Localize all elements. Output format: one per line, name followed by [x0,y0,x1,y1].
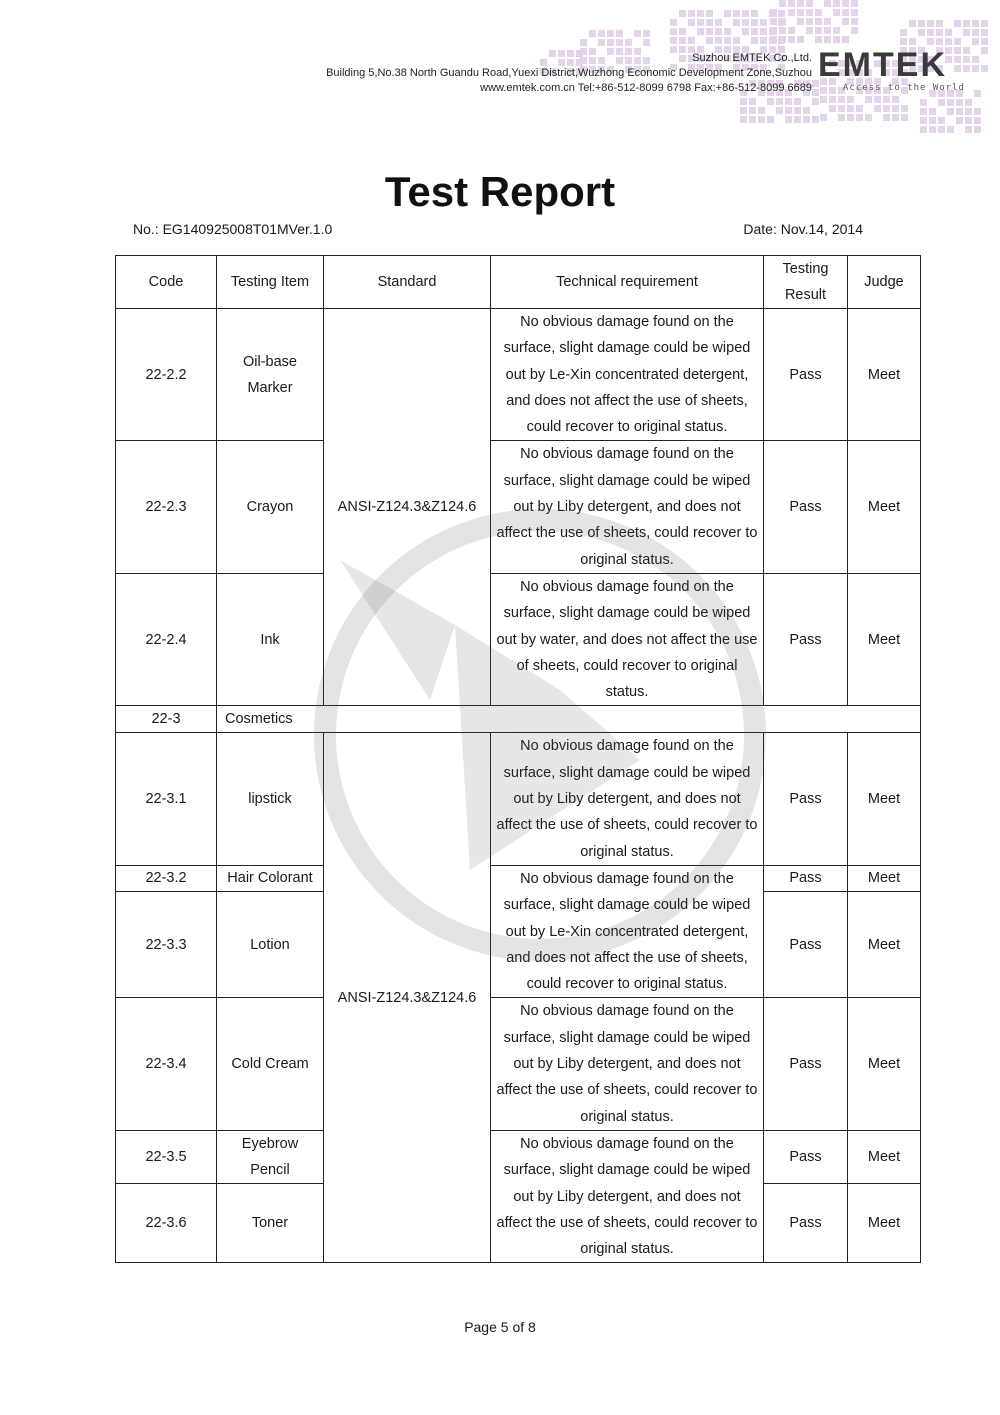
map-square [643,39,650,46]
map-square [824,0,831,7]
row-code: 22-3.1 [116,733,217,865]
row-code: 22-3.5 [116,1130,217,1183]
map-square [806,18,813,25]
map-square [833,0,840,7]
map-square [824,36,831,43]
map-square [954,38,961,45]
map-square [900,38,907,45]
table-header-row [116,256,921,309]
map-square [697,10,704,17]
row-code: 22-2.2 [116,309,217,441]
map-square [847,114,854,121]
map-square [929,108,936,115]
map-square [938,99,945,106]
map-square [697,28,704,35]
company-name: Suzhou EMTEK Co.,Ltd. [692,52,812,64]
map-square [820,114,827,121]
map-square [956,108,963,115]
map-square [788,36,795,43]
row-code: 22-3.4 [116,998,217,1130]
map-square [851,18,858,25]
map-square [679,28,686,35]
map-square [589,48,596,55]
header-testing-result: Testing Result [764,256,848,309]
row-judge: Meet [848,1130,921,1183]
map-square [856,105,863,112]
map-square [815,9,822,16]
map-square [797,36,804,43]
map-square [742,19,749,26]
map-square [767,98,774,105]
map-square [927,29,934,36]
map-square [954,47,961,54]
map-square [820,87,827,94]
map-square [715,28,722,35]
map-square [742,10,749,17]
map-square [920,117,927,124]
map-square [767,116,774,123]
map-square [733,19,740,26]
company-contact: www.emtek.com.cn Tel:+86-512-8099 6798 Fax:+86-512-8099 6689 [480,82,812,94]
map-square [938,117,945,124]
map-square [779,0,786,7]
map-square [616,57,623,64]
map-square [706,19,713,26]
map-square [760,37,767,44]
map-square [724,10,731,17]
map-square [540,59,547,66]
map-square [874,96,881,103]
table-row [116,309,921,441]
map-square [900,29,907,36]
map-square [883,114,890,121]
map-square [643,57,650,64]
map-square [580,39,587,46]
row-judge: Meet [848,865,921,891]
map-square [749,107,756,114]
map-square [851,9,858,16]
map-square [549,50,556,57]
map-square [634,48,641,55]
map-square [974,126,981,133]
row-testing-item: Crayon [217,441,324,573]
map-square [972,20,979,27]
row-requirement: No obvious damage found on the surface, slight damage could be wiped out by Le-Xin concentrated detergent, and does not affect the use of sheets, could recover to original status. [491,865,764,997]
map-square [643,30,650,37]
row-code: 22-3.3 [116,892,217,998]
map-square [954,56,961,63]
map-square [865,96,872,103]
map-square [838,114,845,121]
map-square [742,28,749,35]
header-code: Code [116,256,217,309]
row-testing-item: lipstick [217,733,324,865]
map-square [806,0,813,7]
row-requirement: No obvious damage found on the surface, slight damage could be wiped out by Liby detergent, and does not affect the use of sheets, could recover to original status. [491,733,764,865]
map-square [670,19,677,26]
map-square [760,28,767,35]
map-square [770,36,777,43]
map-square [670,46,677,53]
row-result: Pass [764,441,848,573]
row-requirement: No obvious damage found on the surface, slight damage could be wiped out by Le-Xin concentrated detergent, and does not affect the use of sheets, could recover to original status. [491,309,764,441]
row-testing-item: Oil-base Marker [217,309,324,441]
map-square [758,116,765,123]
map-square [598,57,605,64]
map-square [815,18,822,25]
row-judge: Meet [848,441,921,573]
map-square [670,37,677,44]
map-square [733,10,740,17]
table-row [116,573,921,705]
map-square [788,27,795,34]
map-square [688,10,695,17]
map-square [607,30,614,37]
row-result: Pass [764,892,848,998]
map-square [788,0,795,7]
map-square [927,20,934,27]
map-square [567,59,574,66]
section-row [116,706,921,733]
map-square [981,47,988,54]
map-square [749,98,756,105]
map-square [974,108,981,115]
map-square [797,0,804,7]
map-square [740,107,747,114]
map-square [883,96,890,103]
map-square [576,59,583,66]
row-requirement: No obvious damage found on the surface, slight damage could be wiped out by water, and does not affect the use of sheets, could recover to original status. [491,573,764,705]
map-square [972,38,979,45]
map-square [785,116,792,123]
map-square [920,126,927,133]
map-square [965,117,972,124]
map-square [883,105,890,112]
map-square [679,46,686,53]
map-square [788,9,795,16]
table-row [116,441,921,573]
map-square [794,116,801,123]
map-square [956,117,963,124]
map-square [776,98,783,105]
standard-cell: ANSI-Z124.3&Z124.6 [324,309,491,706]
table-row [116,865,921,891]
map-square [589,57,596,64]
map-square [740,98,747,105]
map-square [616,48,623,55]
header-testing-item: Testing Item [217,256,324,309]
map-square [679,10,686,17]
row-judge: Meet [848,573,921,705]
map-square [794,107,801,114]
map-square [770,9,777,16]
map-square [938,126,945,133]
map-square [829,87,836,94]
map-square [947,126,954,133]
map-square [634,30,641,37]
row-judge: Meet [848,309,921,441]
map-square [776,107,783,114]
map-square [892,96,899,103]
map-square [847,96,854,103]
map-square [598,39,605,46]
row-requirement: No obvious damage found on the surface, slight damage could be wiped out by Liby detergent, and does not affect the use of sheets, could recover to original status. [491,998,764,1130]
map-square [812,89,819,96]
map-square [838,96,845,103]
map-square [974,90,981,97]
map-square [972,65,979,72]
table-row [116,1130,921,1183]
map-square [920,99,927,106]
map-square [607,39,614,46]
map-square [567,50,574,57]
map-square [909,20,916,27]
map-square [981,38,988,45]
emtek-logo: EMTEK [818,46,947,84]
map-square [806,9,813,16]
map-square [812,98,819,105]
map-square [918,20,925,27]
map-square [945,29,952,36]
map-square [779,27,786,34]
map-square [688,19,695,26]
map-square [634,57,641,64]
map-square [954,20,961,27]
map-square [929,126,936,133]
row-code: 22-2.4 [116,573,217,705]
map-square [965,99,972,106]
map-square [929,117,936,124]
map-square [974,117,981,124]
row-requirement: No obvious damage found on the surface, slight damage could be wiped out by Liby detergent, and does not affect the use of sheets, could recover to original status. [491,1130,764,1262]
map-square [576,50,583,57]
row-requirement: No obvious damage found on the surface, slight damage could be wiped out by Liby detergent, and does not affect the use of sheets, could recover to original status. [491,441,764,573]
map-square [688,37,695,44]
map-square [679,55,686,62]
map-square [803,107,810,114]
map-square [751,19,758,26]
map-square [972,56,979,63]
map-square [625,48,632,55]
row-result: Pass [764,733,848,865]
map-square [806,27,813,34]
row-result: Pass [764,1130,848,1183]
map-square [927,38,934,45]
map-square [936,29,943,36]
map-square [842,9,849,16]
map-square [842,0,849,7]
map-square [963,65,970,72]
map-square [779,36,786,43]
map-square [751,37,758,44]
map-square [963,29,970,36]
map-square [679,37,686,44]
map-square [838,105,845,112]
map-square [794,98,801,105]
row-testing-item: Ink [217,573,324,705]
map-square [892,114,899,121]
row-testing-item: Lotion [217,892,324,998]
company-address: Building 5,No.38 North Guandu Road,Yuexi District,Wuzhong Economic Development Zone,Suzhou [326,67,812,79]
standard-cell: ANSI-Z124.3&Z124.6 [324,733,491,1263]
map-square [760,19,767,26]
map-square [963,20,970,27]
map-square [815,27,822,34]
map-square [815,36,822,43]
map-square [963,47,970,54]
map-square [945,38,952,45]
row-testing-item: Hair Colorant [217,865,324,891]
row-judge: Meet [848,892,921,998]
map-square [616,39,623,46]
map-square [697,19,704,26]
report-number: No.: EG140925008T01MVer.1.0 [133,221,333,237]
header-judge: Judge [848,256,921,309]
map-square [558,59,565,66]
map-square [824,27,831,34]
map-square [947,99,954,106]
row-code: 22-3.2 [116,865,217,891]
map-square [965,126,972,133]
map-square [715,37,722,44]
map-square [558,50,565,57]
map-square [625,57,632,64]
row-testing-item: Cold Cream [217,998,324,1130]
map-square [740,116,747,123]
map-square [751,10,758,17]
logo-slogan: Access to the World [843,83,965,93]
section-code: 22-3 [116,706,217,733]
map-square [856,114,863,121]
report-date: Date: Nov.14, 2014 [743,221,863,237]
section-label: Cosmetics [217,706,921,733]
row-code: 22-2.3 [116,441,217,573]
map-square [724,28,731,35]
map-square [770,18,777,25]
map-square [733,37,740,44]
map-square [797,18,804,25]
map-square [797,9,804,16]
map-square [981,20,988,27]
map-square [803,116,810,123]
map-square [607,48,614,55]
map-square [589,30,596,37]
map-square [892,105,899,112]
map-square [625,39,632,46]
row-code: 22-3.6 [116,1184,217,1263]
map-square [724,37,731,44]
table-row [116,733,921,865]
row-testing-item: Eyebrow Pencil [217,1130,324,1183]
map-square [936,38,943,45]
row-result: Pass [764,1184,848,1263]
map-square [749,116,756,123]
map-square [829,105,836,112]
map-square [981,29,988,36]
map-square [616,30,623,37]
map-square [965,108,972,115]
map-square [785,107,792,114]
row-judge: Meet [848,733,921,865]
map-square [842,18,849,25]
row-judge: Meet [848,1184,921,1263]
map-square [751,28,758,35]
row-result: Pass [764,573,848,705]
page-number: Page 5 of 8 [464,1319,536,1335]
map-square [981,65,988,72]
map-square [706,28,713,35]
map-square [598,30,605,37]
map-square [785,98,792,105]
map-square [842,36,849,43]
row-result: Pass [764,998,848,1130]
map-square [936,20,943,27]
map-square [820,96,827,103]
map-square [947,108,954,115]
map-square [901,105,908,112]
map-square [920,108,927,115]
map-square [758,107,765,114]
test-results-table [115,255,921,1263]
map-square [706,10,713,17]
row-testing-item: Toner [217,1184,324,1263]
map-square [972,29,979,36]
map-square [779,18,786,25]
map-square [874,105,881,112]
table-row [116,998,921,1130]
map-square [909,38,916,45]
map-square [901,114,908,121]
map-square [833,27,840,34]
row-judge: Meet [848,998,921,1130]
map-square [865,114,872,121]
map-square [851,27,858,34]
map-square [706,37,713,44]
row-result: Pass [764,309,848,441]
map-square [954,65,961,72]
map-square [956,99,963,106]
map-square [833,9,840,16]
row-result: Pass [764,865,848,891]
map-square [778,10,785,17]
map-square [829,96,836,103]
map-square [670,28,677,35]
map-square [824,18,831,25]
map-square [918,29,925,36]
map-square [851,0,858,7]
map-square [715,19,722,26]
map-square [847,105,854,112]
map-square [833,36,840,43]
map-square [963,56,970,63]
header-technical-requirement: Technical requirement [491,256,764,309]
header-standard: Standard [324,256,491,309]
page-title: Test Report [384,168,616,215]
map-square [770,27,777,34]
map-square [812,116,819,123]
